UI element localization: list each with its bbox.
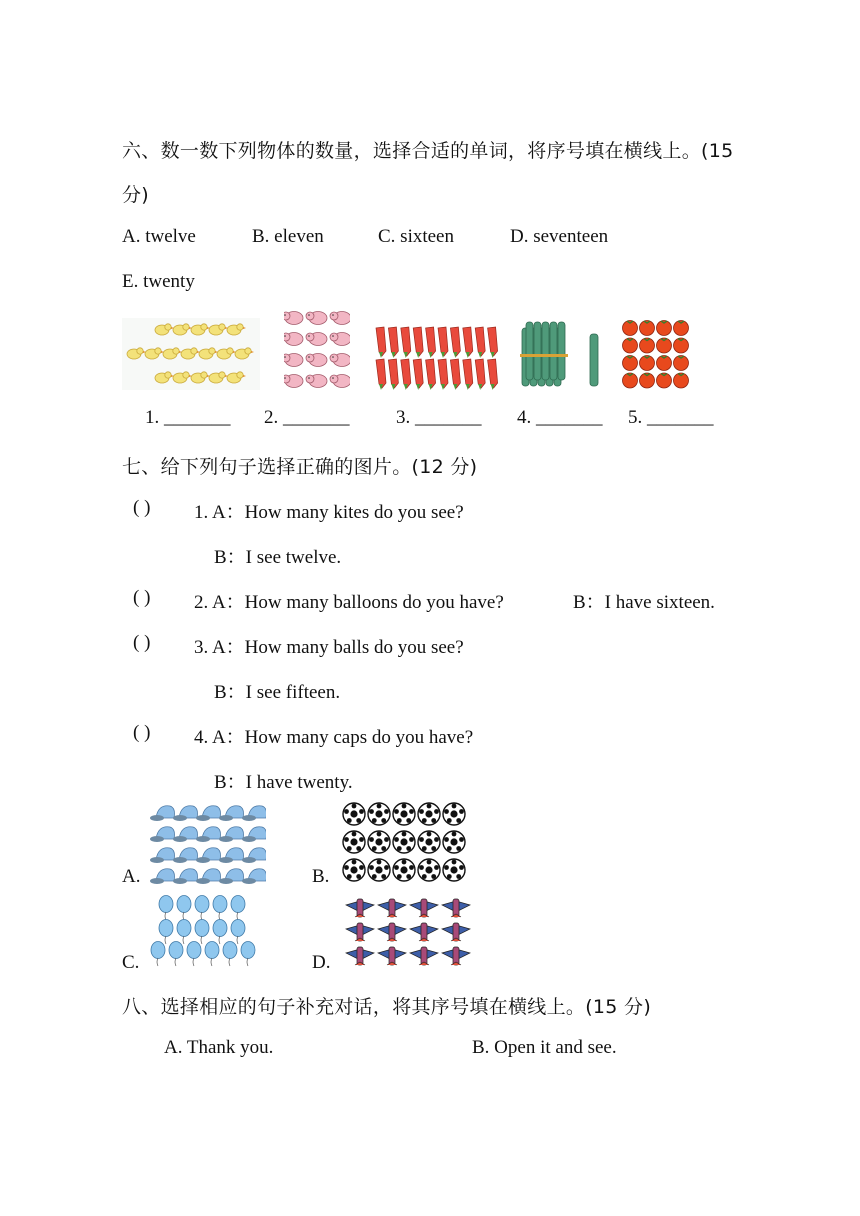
cap-icon <box>150 869 175 884</box>
balloon-icon <box>151 942 165 967</box>
pig-icon <box>306 375 327 388</box>
chicks-picture <box>122 318 260 390</box>
balloon-icon <box>177 920 191 945</box>
balloon-icon <box>187 942 201 967</box>
kite-icon <box>410 947 438 965</box>
balloon-icon <box>159 920 173 945</box>
balloon-icon <box>231 896 245 921</box>
balloon-icon <box>195 920 209 945</box>
option-b: B. eleven <box>252 226 324 247</box>
stick-bundle <box>520 322 568 386</box>
tomato-icon <box>657 373 672 388</box>
option-c: C. sixteen <box>378 226 454 247</box>
carrot-icon <box>426 327 436 358</box>
balloon-icon <box>231 920 245 945</box>
soccer-ball-icon <box>368 831 390 853</box>
section7-title: 七、给下列句子选择正确的图片。(12 分) <box>122 456 478 478</box>
option-a: A. twelve <box>122 226 196 247</box>
carrot-icon <box>463 327 473 358</box>
stick-icon <box>534 322 541 380</box>
blank-2[interactable]: 2. _______ <box>264 407 350 428</box>
carrot-icon <box>401 327 411 358</box>
cap-icon <box>173 827 198 842</box>
kite-icon <box>442 899 470 917</box>
tomato-icon <box>674 356 689 371</box>
answer-bracket-1[interactable]: ( ) <box>133 497 151 518</box>
carrot-icon <box>438 359 448 390</box>
pig-icon <box>284 375 303 388</box>
carrot-icon <box>376 327 386 358</box>
kite-icon <box>410 899 438 917</box>
balloon-icon <box>177 896 191 921</box>
question-2: 2. A：How many balloons do you have? <box>194 592 504 613</box>
pig-icon <box>306 312 327 325</box>
cap-icon <box>150 827 175 842</box>
answer-bracket-3[interactable]: ( ) <box>133 632 151 653</box>
kite-icon <box>410 923 438 941</box>
kites-picture <box>342 896 474 970</box>
tomato-icon <box>640 356 655 371</box>
pig-icon <box>284 312 303 325</box>
carrot-icon <box>450 359 460 390</box>
cap-icon <box>173 848 198 863</box>
balloon-icon <box>213 920 227 945</box>
cap-icon <box>196 827 221 842</box>
tomato-icon <box>657 356 672 371</box>
question-1: 1. A：How many kites do you see? <box>194 502 464 523</box>
question-4: 4. A：How many caps do you have? <box>194 727 474 748</box>
pig-icon <box>330 375 350 388</box>
tomato-icon <box>657 338 672 353</box>
tomato-icon <box>640 373 655 388</box>
balloon-icon <box>213 896 227 921</box>
pig-icon <box>330 354 350 367</box>
section8-title: 八、选择相应的句子补充对话，将其序号填在横线上。(15 分) <box>122 996 652 1018</box>
stick-icon <box>526 322 533 380</box>
option-d: D. seventeen <box>510 226 609 247</box>
blank-4[interactable]: 4. _______ <box>517 407 603 428</box>
kite-icon <box>346 923 374 941</box>
carrots-picture <box>370 322 498 390</box>
kite-icon <box>346 947 374 965</box>
cap-icon <box>173 869 198 884</box>
cap-icon <box>196 848 221 863</box>
section6-title-line2: 分) <box>122 184 150 206</box>
answer-bracket-2[interactable]: ( ) <box>133 587 151 608</box>
balloon-icon <box>241 942 255 967</box>
soccer-balls-picture <box>340 800 470 886</box>
tomato-icon <box>623 321 638 336</box>
pig-icon <box>306 354 327 367</box>
answer-4: B：I have twenty. <box>214 772 353 793</box>
tomato-icon <box>674 373 689 388</box>
kite-icon <box>378 899 406 917</box>
kite-icon <box>442 923 470 941</box>
caps-picture <box>150 800 266 884</box>
carrot-icon <box>488 359 498 390</box>
soccer-ball-icon <box>418 831 440 853</box>
carrot-icon <box>376 359 386 390</box>
tomatoes-picture <box>620 316 692 390</box>
carrot-icon <box>413 359 423 390</box>
cap-icon <box>150 806 175 821</box>
section8-option-a: A. Thank you. <box>164 1037 274 1058</box>
kite-icon <box>346 899 374 917</box>
kite-icon <box>378 923 406 941</box>
tomato-icon <box>674 321 689 336</box>
soccer-ball-icon <box>393 859 415 881</box>
cap-icon <box>196 806 221 821</box>
carrot-icon <box>450 327 460 358</box>
soccer-ball-icon <box>443 831 465 853</box>
pig-icon <box>330 333 350 346</box>
cap-icon <box>219 827 244 842</box>
soccer-ball-icon <box>393 803 415 825</box>
question-3: 3. A：How many balls do you see? <box>194 637 464 658</box>
pig-icon <box>284 333 303 346</box>
cap-icon <box>196 869 221 884</box>
picture-label-c: C. <box>122 952 140 973</box>
picture-label-a: A. <box>122 866 141 887</box>
option-e: E. twenty <box>122 271 195 292</box>
soccer-ball-icon <box>368 803 390 825</box>
blank-3[interactable]: 3. _______ <box>396 407 482 428</box>
carrot-icon <box>388 359 398 390</box>
stick-icon <box>542 322 549 380</box>
tomato-icon <box>640 338 655 353</box>
tomato-icon <box>623 338 638 353</box>
carrot-icon <box>426 359 436 390</box>
balloon-icon <box>223 942 237 967</box>
picture-label-d: D. <box>312 952 331 973</box>
cap-icon <box>219 848 244 863</box>
answer-2: B：I have sixteen. <box>573 592 715 613</box>
cap-icon <box>150 848 175 863</box>
tomato-icon <box>640 321 655 336</box>
answer-bracket-4[interactable]: ( ) <box>133 722 151 743</box>
cap-icon <box>242 806 266 821</box>
picture-label-b: B. <box>312 866 330 887</box>
soccer-ball-icon <box>418 803 440 825</box>
tomato-icon <box>623 373 638 388</box>
balloon-icon <box>159 896 173 921</box>
balloon-icon <box>195 896 209 921</box>
blank-1[interactable]: 1. _______ <box>145 407 231 428</box>
carrot-icon <box>413 327 423 358</box>
pig-icon <box>306 333 327 346</box>
blank-5[interactable]: 5. _______ <box>628 407 714 428</box>
cap-icon <box>242 827 266 842</box>
tomato-icon <box>657 321 672 336</box>
carrot-icon <box>388 327 398 358</box>
answer-3: B：I see fifteen. <box>214 682 341 703</box>
carrot-icon <box>463 359 473 390</box>
carrot-icon <box>475 327 485 358</box>
tomato-icon <box>674 338 689 353</box>
balloons-picture <box>150 894 258 970</box>
stick-icon <box>558 322 565 380</box>
soccer-ball-icon <box>343 831 365 853</box>
soccer-ball-icon <box>343 803 365 825</box>
carrot-icon <box>401 359 411 390</box>
pig-icon <box>284 354 303 367</box>
sticks-picture <box>518 318 608 390</box>
pig-icon <box>330 312 350 325</box>
pigs-picture <box>284 308 350 392</box>
soccer-ball-icon <box>443 859 465 881</box>
soccer-ball-icon <box>418 859 440 881</box>
cap-icon <box>219 869 244 884</box>
carrot-icon <box>438 327 448 358</box>
balloon-icon <box>169 942 183 967</box>
section6-title-line1: 六、数一数下列物体的数量，选择合适的单词，将序号填在横线上。(15 <box>122 140 734 162</box>
soccer-ball-icon <box>368 859 390 881</box>
balloon-icon <box>205 942 219 967</box>
cap-icon <box>242 848 266 863</box>
cap-icon <box>242 869 266 884</box>
kite-icon <box>378 947 406 965</box>
tomato-icon <box>623 356 638 371</box>
kite-icon <box>442 947 470 965</box>
stick-icon <box>590 334 598 386</box>
cap-icon <box>219 806 244 821</box>
cap-icon <box>173 806 198 821</box>
soccer-ball-icon <box>443 803 465 825</box>
stick-icon <box>550 322 557 380</box>
answer-1: B：I see twelve. <box>214 547 342 568</box>
section8-option-b: B. Open it and see. <box>472 1037 617 1058</box>
carrot-icon <box>488 327 498 358</box>
carrot-icon <box>475 359 485 390</box>
soccer-ball-icon <box>343 859 365 881</box>
soccer-ball-icon <box>393 831 415 853</box>
